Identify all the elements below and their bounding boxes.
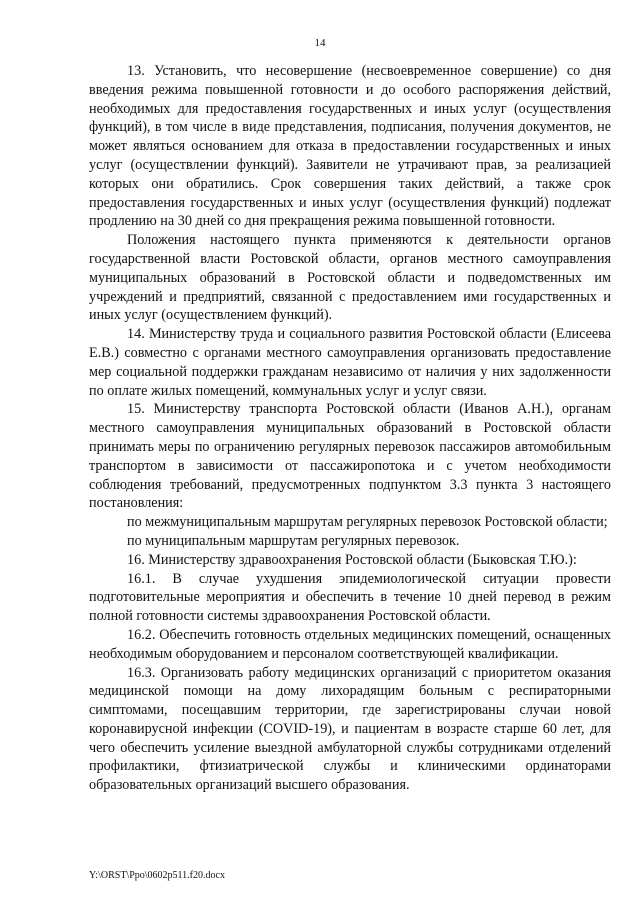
- page-number: 14: [314, 37, 326, 49]
- footer-file-path: Y:\ORST\Ppo\0602p511.f20.docx: [89, 870, 225, 881]
- paragraph-16: 16. Министерству здравоохранения Ростовской области (Быковская Т.Ю.):: [127, 551, 577, 568]
- paragraph-16-1: 16.1. В случае ухудшения эпидемиологической ситуации провести подготовительные мероприятия и обеспечить в течение 10 дней перевод в режим полной готовности системы здравоохранения Ростовской области.: [89, 570, 611, 625]
- paragraph-14: 14. Министерству труда и социального развития Ростовской области (Елисеева Е.В.) совместно с органами местного самоуправления организовать предоставление мер социальной поддержки гражданам независимо от наличия у них задолженности по оплате жилых помещений, коммунальных услуг и услуг связи.: [89, 326, 611, 399]
- paragraph-15-intermunicipal: по межмуниципальным маршрутам регулярных перевозок Ростовской области;: [127, 514, 608, 531]
- paragraph-15: 15. Министерству транспорта Ростовской области (Иванов А.Н.), органам местного самоуправления муниципальных образований в Ростовской области принимать меры по ограничению регулярных перевозок пассажиров автомобильным транспортом в зависимости от пассажиропотока и с учетом необходимости соблюдения требований, предусмотренных подпунктом 3.3 пункта 3 настоящего постановления:: [89, 401, 611, 512]
- paragraph-13: 13. Установить, что несовершение (несвоевременное совершение) со дня введения режима повышенной готовности и до особого распоряжения действий, необходимых для предоставления государственных и иных услуг (осуществления функций), в том числе в виде представления, подписания, получения документов, не может являться основанием для отказа в предоставлении государственных и иных услуг (осуществлении функций). Заявители не утрачивают прав, за реализацией которых они обратились. Срок совершения таких действий, а также срок предоставления государственных и иных услуг (осуществления функций) подлежат продлению на 30 дней со дня прекращения режима повышенной готовности.: [89, 63, 611, 230]
- document-body: [89, 62, 611, 795]
- paragraph-15-municipal: по муниципальным маршрутам регулярных перевозок.: [127, 532, 460, 549]
- paragraph-13-provisions: Положения настоящего пункта применяются к деятельности органов государственной власти Ростовской области, органов местного самоуправления муниципальных образований в Ростовской области и подведомственных им учреждений и предприятий, связанной с предоставлением ими государственных и иных услуг (осуществлением функций).: [89, 232, 611, 324]
- paragraph-16-2: 16.2. Обеспечить готовность отдельных медицинских помещений, оснащенных необходимым оборудованием и персоналом соответствующей квалификации.: [89, 626, 611, 662]
- paragraph-16-3: 16.3. Организовать работу медицинских организаций с приоритетом оказания медицинской помощи на дому лихорадящим больным с респираторными симптомами, посещавшим территории, где зарегистрированы случаи новой коронавирусной инфекции (COVID-19), и пациентам в возрасте старше 60 лет, для чего обеспечить усиление выездной амбулаторной службы сотрудниками отделений профилактики, фтизиатрической службы и клиническими ординаторами образовательных организаций высшего образования.: [89, 664, 611, 794]
